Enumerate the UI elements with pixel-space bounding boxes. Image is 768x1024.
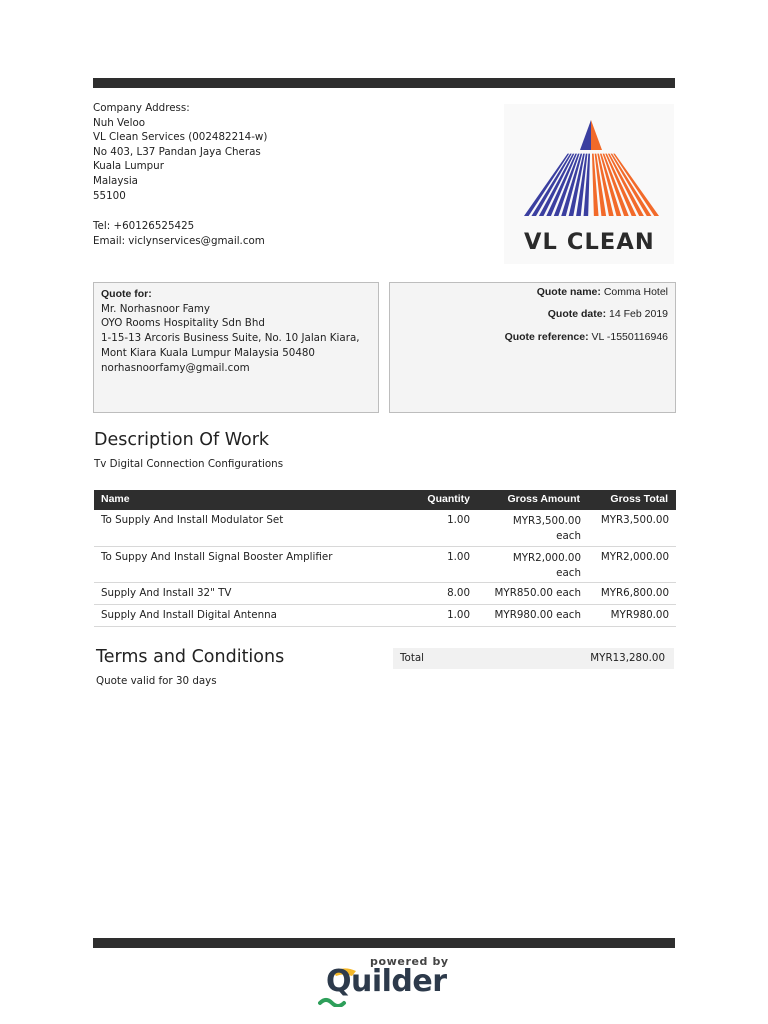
- client-name: Mr. Norhasnoor Famy: [101, 302, 211, 315]
- quote-reference-row: [397, 330, 668, 352]
- line-items-table: [94, 490, 676, 627]
- quote-date-label: Quote date:: [547, 308, 607, 321]
- quote-reference-value: VL -1550116946: [591, 330, 668, 343]
- company-address: [93, 101, 267, 248]
- total-value: MYR13,280.00: [590, 652, 665, 664]
- row-name: To Supply And Install Modulator Set: [101, 514, 284, 526]
- triangle-logo-icon: [524, 118, 659, 218]
- quote-date-row: [397, 307, 668, 329]
- quote-for-box: [93, 282, 379, 413]
- terms-title: Terms and Conditions: [96, 647, 285, 667]
- quote-name-row: [397, 285, 668, 307]
- row-name: Supply And Install Digital Antenna: [101, 609, 277, 621]
- row-quantity: 1.00: [447, 514, 470, 526]
- row-name: To Suppy And Install Signal Booster Amplifier: [101, 551, 333, 563]
- terms-text: Quote valid for 30 days: [96, 675, 217, 687]
- table-row: [94, 605, 676, 627]
- row-gross-total: MYR2,000.00: [600, 551, 669, 563]
- total-label: Total: [400, 652, 425, 664]
- row-quantity: 8.00: [447, 587, 470, 599]
- company-name: VL Clean Services (002482214-w): [93, 131, 268, 144]
- row-gross-amount: MYR2,000.00 each: [512, 552, 581, 579]
- company-address-label: Company Address:: [93, 102, 190, 114]
- header-name: Name: [101, 493, 130, 505]
- description-title: Description Of Work: [94, 430, 270, 450]
- company-city: Kuala Lumpur: [93, 160, 164, 173]
- company-postcode: 55100: [93, 189, 126, 202]
- header-gross-total: Gross Total: [610, 493, 668, 505]
- row-gross-amount: MYR850.00 each: [494, 587, 581, 599]
- row-gross-total: MYR980.00: [610, 609, 669, 621]
- company-street: No 403, L37 Pandan Jaya Cheras: [93, 145, 261, 158]
- total-box: [393, 648, 674, 669]
- company-tel: Tel: +60126525425: [93, 220, 195, 233]
- quote-name-label: Quote name:: [536, 286, 601, 298]
- quote-reference-label: Quote reference:: [504, 330, 589, 343]
- client-address-line1: 1-15-13 Arcoris Business Suite, No. 10 Jalan Kiara,: [101, 332, 360, 345]
- powered-by-label: powered by: [370, 955, 449, 968]
- description-subtitle: Tv Digital Connection Configurations: [94, 458, 284, 470]
- company-contact-name: Nuh Veloo: [93, 116, 146, 129]
- header-gross-amount: Gross Amount: [507, 493, 580, 505]
- header-quantity: Quantity: [427, 493, 470, 505]
- client-email: norhasnoorfamy@gmail.com: [101, 361, 250, 374]
- table-row: [94, 583, 676, 605]
- quilder-brand: Quilder: [326, 964, 447, 999]
- logo-text: VL CLEAN: [524, 229, 655, 255]
- table-header: [94, 490, 676, 510]
- row-name: Supply And Install 32" TV: [101, 587, 232, 599]
- row-gross-total: MYR6,800.00: [600, 587, 669, 599]
- row-gross-amount: MYR980.00 each: [494, 609, 581, 621]
- company-country: Malaysia: [93, 174, 138, 187]
- quote-date-value: 14 Feb 2019: [609, 308, 668, 321]
- powered-by-quilder-logo[interactable]: [318, 955, 454, 1007]
- row-gross-total: MYR3,500.00: [600, 514, 669, 526]
- header-bar: [93, 78, 675, 88]
- quote-name-value: Comma Hotel: [603, 286, 668, 298]
- client-company: OYO Rooms Hospitality Sdn Bhd: [101, 317, 265, 330]
- row-quantity: 1.00: [447, 609, 470, 621]
- company-email: Email: viclynservices@gmail.com: [93, 234, 265, 247]
- row-quantity: 1.00: [447, 551, 470, 563]
- company-logo: [504, 104, 674, 264]
- client-address-line2: Mont Kiara Kuala Lumpur Malaysia 50480: [101, 346, 315, 359]
- footer-bar: [93, 938, 675, 948]
- table-row: [94, 510, 676, 547]
- row-gross-amount: MYR3,500.00 each: [512, 515, 581, 542]
- quote-meta-box: [389, 282, 676, 413]
- table-row: [94, 547, 676, 583]
- quote-for-label: Quote for:: [101, 288, 152, 300]
